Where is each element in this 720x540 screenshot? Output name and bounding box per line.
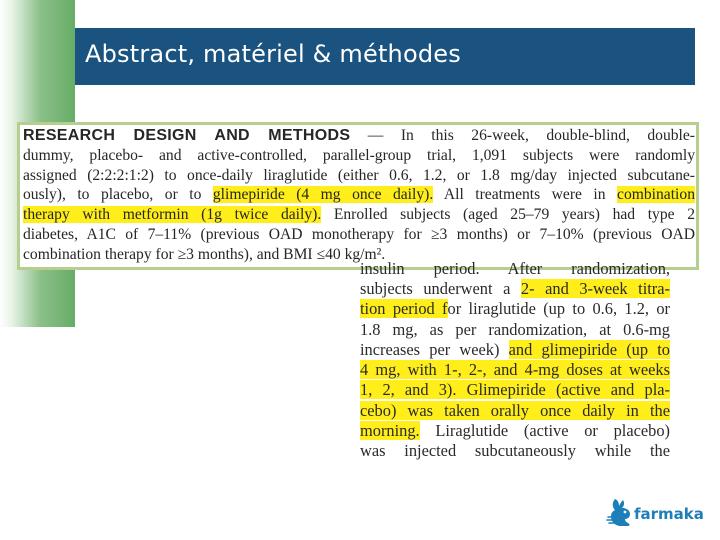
text-line (360, 340, 670, 360)
column-lines (360, 279, 670, 462)
highlighted-text: therapy with metformin (1g twice daily). (23, 206, 322, 224)
text-line (360, 441, 670, 461)
rabbit-mark-icon (606, 497, 632, 529)
text-segment: combination therapy for ≥3 months), and BMI ≤40 kg/m². (23, 245, 386, 263)
cut-off-line: insulin period. After randomization, (360, 259, 670, 278)
highlighted-text: 1, 2, and 3). Glimepiride (active and pla- (360, 380, 670, 400)
highlighted-text: 2- and 3-week titra- (520, 279, 670, 298)
text-segment: All treatments were in (433, 186, 618, 204)
text-line (23, 225, 695, 245)
farmaka-logo (606, 497, 706, 531)
text-segment: Enrolled subjects (aged 25–79 years) had type 2 (321, 206, 695, 224)
text-line (23, 185, 695, 205)
highlighted-text: morning. (360, 421, 420, 441)
text-line (360, 401, 670, 421)
highlighted-text: tion period f (360, 299, 448, 319)
slide-title: Abstract, matériel & méthodes (85, 40, 461, 68)
text-line (23, 126, 695, 146)
text-segment: increases per week) (360, 339, 509, 359)
text-segment: Liraglutide (active or placebo) (419, 421, 670, 441)
text-line (360, 380, 670, 400)
highlighted-text: cebo) was taken orally once daily in the (360, 400, 670, 420)
highlighted-text: and glimepiride (up to (508, 339, 670, 359)
text-line (360, 360, 670, 380)
abstract-text (23, 126, 695, 265)
highlighted-text: glimepiride (4 mg once daily). (212, 186, 434, 204)
text-line (360, 320, 670, 340)
text-segment: dummy, placebo- and active-controlled, parallel-group trial, 1,091 subjects were randomly (23, 146, 695, 164)
text-segment: diabetes, A1C of 7–11% (previous OAD monotherapy for ≥3 months) or 7–10% (previous OAD (23, 225, 695, 243)
text-segment: was injected subcutaneously while the (360, 441, 670, 461)
cut-off-line-container (360, 259, 670, 279)
text-line (23, 205, 695, 225)
text-segment: — In this 26-week, double-blind, double- (350, 127, 696, 144)
text-segment: 1.8 mg, as per randomization, at 0.6-mg (360, 319, 670, 339)
section-heading: RESEARCH DESIGN AND METHODS (23, 127, 351, 144)
logo-text: farmaka (634, 505, 704, 523)
text-line (23, 166, 695, 186)
highlighted-text: combination (617, 186, 695, 204)
text-line (360, 421, 670, 441)
column-excerpt (360, 259, 670, 461)
text-segment: or liraglutide (up to 0.6, 1.2, or (447, 299, 670, 319)
text-segment: ously), to placebo, or to (23, 186, 213, 204)
text-segment: subjects underwent a (360, 279, 521, 298)
highlighted-text: 4 mg, with 1-, 2-, and 4-mg doses at weeks (360, 360, 670, 380)
text-line (360, 299, 670, 319)
text-line (360, 279, 670, 299)
text-segment: assigned (2:2:2:1:2) to once-daily liraglutide (either 0.6, 1.2, or 1.8 mg/day injected subcutane- (23, 166, 695, 184)
text-line (23, 146, 695, 166)
